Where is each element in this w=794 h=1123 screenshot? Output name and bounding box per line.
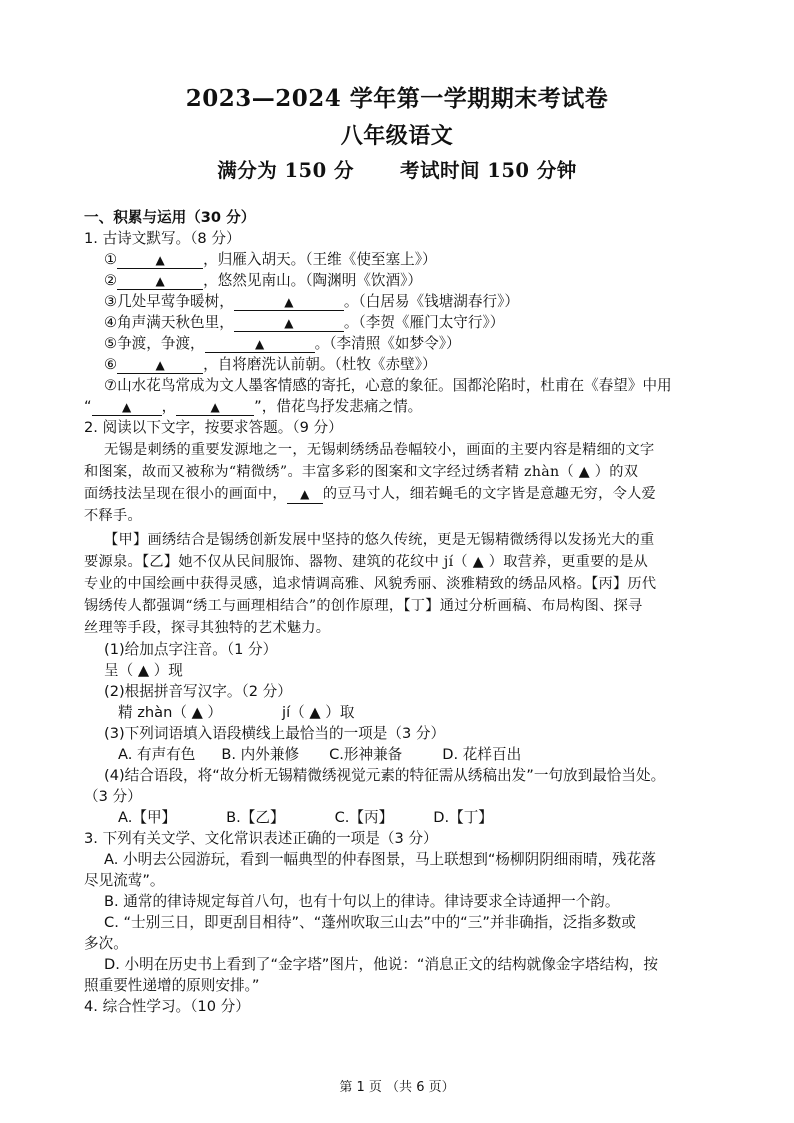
q2-sub-1-answer[interactable]: 呈（ ▲ ）现: [104, 662, 183, 679]
q2-stem: 2. 阅读以下文字，按要求答题。（9 分）: [84, 419, 343, 436]
answer-blank[interactable]: ▲: [205, 335, 315, 353]
option-a[interactable]: A.【甲】: [118, 809, 177, 826]
answer-blank[interactable]: ▲: [234, 293, 344, 311]
q1-item-2: ② ▲ ，悠然见南山。（陶渊明《饮酒》）: [104, 272, 422, 289]
passage-line: 和图案，故而又被称为“精微绣”。丰富多彩的图案和文字经过绣者精 zhàn（ ▲ ）的双: [84, 464, 639, 480]
answer-blank[interactable]: ▲: [234, 314, 344, 332]
q1-item-6: ⑥ ▲ ，自将磨洗认前朝。（杜牧《赤壁》）: [104, 356, 437, 373]
pinyin-answer-2[interactable]: jí（ ▲ ）取: [282, 704, 355, 721]
q3-option-c-cont: 多次。: [84, 935, 128, 952]
answer-blank[interactable]: ▲: [117, 356, 203, 374]
pinyin-answer-1[interactable]: 精 zhàn（ ▲ ）: [118, 704, 223, 721]
answer-blank[interactable]: ▲: [117, 251, 203, 269]
answer-blank[interactable]: ▲: [92, 398, 162, 416]
passage-line: 专业的中国绘画中获得灵感，追求情调高雅、风貌秀丽、淡雅精致的绣品风格。【丙】历代: [84, 576, 657, 592]
q3-option-a-cont: 尽见流莺”。: [84, 872, 165, 889]
passage-line: 丝理等手段，探寻其独特的艺术魅力。: [84, 620, 331, 636]
q3-option-d-cont: 照重要性递增的原则安排。”: [84, 977, 260, 994]
q2-sub-1: (1)给加点字注音。（1 分）: [104, 641, 278, 658]
passage-line: 无锡是刺绣的重要发源地之一，无锡刺绣绣品卷幅较小，画面的主要内容是精细的文字: [104, 442, 655, 458]
q3-option-a[interactable]: A. 小明去公园游玩，看到一幅典型的仲春图景，马上联想到“杨柳阴阴细雨晴，残花落: [104, 851, 656, 868]
answer-blank[interactable]: ▲: [176, 398, 254, 416]
q3-option-d[interactable]: D. 小明在历史书上看到了“金字塔”图片，他说：“消息正文的结构就像金字塔结构，按: [104, 956, 658, 973]
q1-item-4: ④角声满天秋色里， ▲ 。（李贺《雁门太守行》）: [104, 314, 505, 331]
full-score: 满分为 150 分: [217, 159, 354, 182]
q1-item-3: ③几处早莺争暖树， ▲ 。（白居易《钱塘湖春行》）: [104, 293, 519, 310]
q3-option-b[interactable]: B. 通常的律诗规定每首八句，也有十句以上的律诗。律诗要求全诗通押一个韵。: [104, 893, 620, 910]
q1-item-7-cont: “ ▲ ， ▲ ”，借花鸟抒发悲痛之情。: [84, 398, 423, 415]
q1-item-7: ⑦山水花鸟常成为文人墨客情感的寄托，心意的象征。国都沦陷时，杜甫在《春望》中用: [104, 377, 672, 394]
q1-item-5: ⑤争渡，争渡， ▲ 。（李清照《如梦令》）: [104, 335, 461, 352]
option-d[interactable]: D.【丁】: [433, 809, 493, 826]
q2-sub-2-answers: [118, 703, 758, 723]
exam-info: [0, 155, 794, 183]
section-heading: 一、积累与运用（30 分）: [84, 209, 256, 226]
q3-option-c[interactable]: C. “士别三日，即更刮目相待”、“蓬州吹取三山去”中的“三”并非确指，泛指多数或: [104, 914, 636, 931]
option-d[interactable]: D. 花样百出: [442, 746, 522, 763]
exam-subtitle: 八年级语文: [340, 123, 454, 149]
q2-sub-3-options: [118, 745, 758, 765]
q3-stem: 3. 下列有关文学、文化常识表述正确的一项是（3 分）: [84, 830, 438, 847]
answer-blank[interactable]: ▲: [287, 486, 323, 504]
passage-line: 锡绣传人都强调“绣工与画理相结合”的创作原理，【丁】通过分析画稿、布局构图、探寻: [84, 598, 643, 614]
option-c[interactable]: C.形神兼备: [329, 746, 403, 763]
q4-stem: 4. 综合性学习。（10 分）: [84, 998, 250, 1015]
passage-line: 不释手。: [84, 508, 142, 524]
page-footer: 第 1 页 （共 6 页）: [339, 1080, 455, 1095]
passage-line: 面绣技法呈现在很小的画面中， ▲ 的豆马寸人，细若蝇毛的文字皆是意趣无穷，令人爱: [84, 486, 657, 502]
option-a[interactable]: A. 有声有色: [118, 746, 196, 763]
passage-line: 要源泉。【乙】她不仅从民间服饰、器物、建筑的花纹中 jí（ ▲ ）取营养，更重要的是从: [84, 554, 649, 570]
exam-time: 考试时间 150 分钟: [400, 159, 577, 182]
exam-title: 2023—2024 学年第一学期期末考试卷: [185, 85, 609, 112]
answer-blank[interactable]: ▲: [117, 272, 203, 290]
option-c[interactable]: C.【丙】: [334, 809, 394, 826]
passage-line: 【甲】画绣结合是锡绣创新发展中坚持的悠久传统，更是无锡精微绣得以发扬光大的重: [104, 532, 655, 548]
q2-sub-2: (2)根据拼音写汉字。（2 分）: [104, 683, 292, 700]
option-b[interactable]: B.【乙】: [226, 809, 285, 826]
q2-sub-4-points: （3 分）: [84, 788, 142, 805]
q2-sub-3: (3)下列词语填入语段横线上最恰当的一项是（3 分）: [104, 725, 446, 742]
q2-sub-4-options: [118, 808, 758, 828]
q1-item-1: ① ▲ ，归雁入胡天。（王维《使至塞上》）: [104, 251, 437, 268]
q1-stem: 1. 古诗文默写。（8 分）: [84, 230, 241, 247]
q2-sub-4: (4)结合语段，将“故分析无锡精微绣视觉元素的特征需从绣稿出发”一句放到最恰当处。: [104, 767, 666, 784]
option-b[interactable]: B. 内外兼修: [221, 746, 300, 763]
